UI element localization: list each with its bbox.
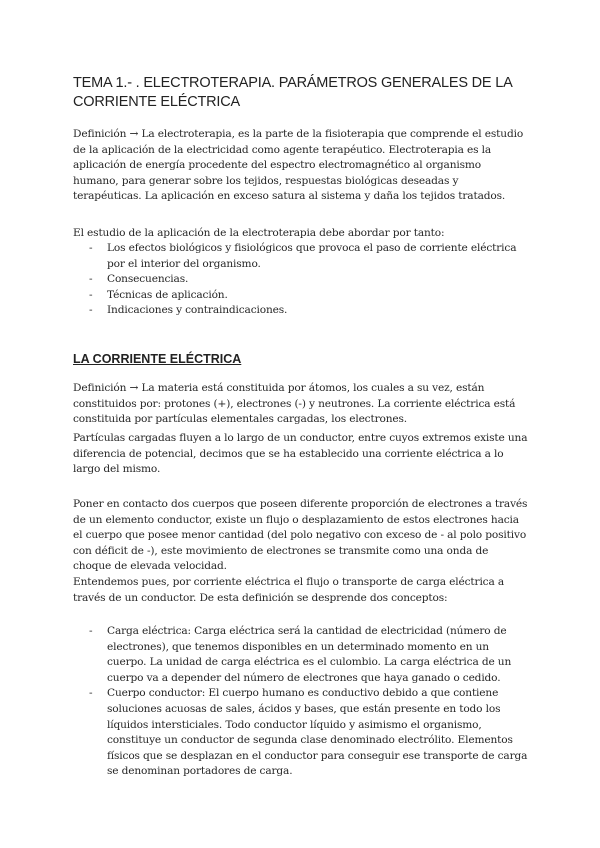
study-list	[73, 241, 529, 319]
bullet-dash: -	[89, 304, 93, 317]
concepts-list	[73, 624, 529, 780]
list-item: - Cuerpo conductor: El cuerpo humano es conductivo debido a que contiene soluciones acuosas de sales, ácidos y bases, que están presente en todo los líquidos intersticiales. Todo conductor líquido y asimismo el organismo, constituye un conductor de segunda clase denominado electrólito. Elementos físicos que se desplazan en el conductor para conseguir ese transporte de carga se denominan portadores de carga.	[89, 687, 528, 778]
list-item: - Consecuencias.	[73, 272, 529, 288]
bullet-dash: -	[89, 273, 93, 286]
bullet-dash: -	[89, 625, 93, 637]
particles-paragraph: Partículas cargadas fluyen a lo largo de un conductor, entre cuyos extremos existe una diferencia de potencial, decimos que se ha establecido una corriente eléctrica a lo largo del mismo.	[73, 432, 528, 476]
list-item: - Carga eléctrica: Carga eléctrica será la cantidad de electricidad (número de electrones), que tenemos disponibles en un determinado momento en un cuerpo. La unidad de carga eléctrica es el culombio. La carga eléctrica de un cuerpo va a depender del número de electrones que haya ganado o cedido.	[89, 625, 512, 684]
contact-paragraph: Poner en contacto dos cuerpos que poseen diferente proporción de electrones a través de un elemento conductor, existe un flujo o desplazamiento de estos electrones hacia el cuerpo que posee menor cantidad (del polo negativo con exceso de - al polo positivo con déficit de -), este movimiento de electrones se transmite como una onda de choque de elevada velocidad.	[73, 498, 528, 573]
bullet-dash: -	[89, 288, 93, 301]
understand-paragraph: Entendemos pues, por corriente eléctrica el flujo o transporte de carga eléctrica a través de un conductor. De esta definición se desprende dos conceptos:	[73, 576, 505, 604]
list-item: - Técnicas de aplicación.	[73, 288, 529, 304]
current-definition: Definición → La materia está constituida por átomos, los cuales a su vez, están constituidos por: protones (+), electrones (-) y neutrones. La corriente eléctrica está constituida por partículas elementales cargadas, los electrones.	[73, 382, 516, 426]
page-title: TEMA 1.- . ELECTROTERAPIA. PARÁMETROS GENERALES DE LA CORRIENTE ELÉCTRICA	[73, 75, 512, 110]
list-item: - Indicaciones y contraindicaciones.	[73, 303, 529, 319]
bullet-dash: -	[89, 687, 93, 700]
study-lead-text: El estudio de la aplicación de la electroterapia debe abordar por tanto:	[73, 227, 445, 239]
list-item: - Los efectos biológicos y fisiológicos que provoca el paso de corriente eléctrica por el interior del organismo.	[89, 242, 517, 270]
bullet-dash: -	[89, 242, 93, 254]
electrotherapy-definition: Definición → La electroterapia, es la parte de la fisioterapia que comprende el estudio de la aplicación de la electricidad como agente terapéutico. Electroterapia es la aplicación de energía procedente del espectro electromagnético al organismo humano, para generar sobre los tejidos, respuestas biológicas deseadas y terapéuticas. La aplicación en exceso satura al sistema y daña los tejidos tratados.	[73, 128, 524, 203]
section-heading: LA CORRIENTE ELÉCTRICA	[73, 352, 242, 366]
